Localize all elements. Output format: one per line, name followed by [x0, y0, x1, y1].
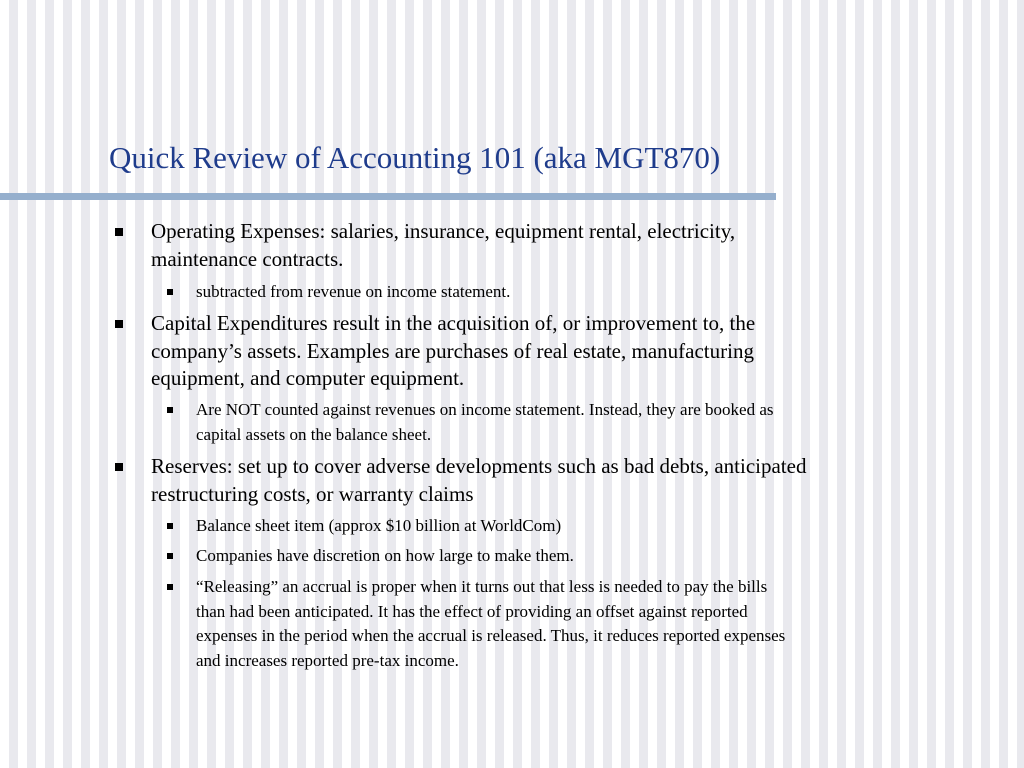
- sub-bullet-item: [196, 544, 996, 569]
- sub-bullet-text: subtracted from revenue on income statement.: [196, 282, 511, 301]
- square-bullet-icon: [167, 553, 173, 559]
- slide-title: Quick Review of Accounting 101 (aka MGT870): [109, 140, 721, 175]
- square-bullet-icon: [167, 289, 173, 295]
- bullet-text: Reserves: set up to cover adverse developments such as bad debts, anticipated restructuring costs, or warranty claims: [151, 454, 807, 506]
- bullet-item: [151, 310, 1001, 393]
- sub-bullet-text: “Releasing” an accrual is proper when it turns out that less is needed to pay the bills than had been anticipated. It has the effect of providing an offset against reported expenses in the period when the accrual is released. Thus, it reduces reported expenses and increases reported pre-tax income.: [196, 577, 786, 670]
- square-bullet-icon: [115, 320, 123, 328]
- square-bullet-icon: [115, 463, 123, 471]
- sub-bullet-item: [196, 280, 996, 305]
- sub-bullet-item: [196, 398, 996, 447]
- square-bullet-icon: [115, 228, 123, 236]
- sub-bullet-text: Balance sheet item (approx $10 billion at WorldCom): [196, 516, 562, 535]
- square-bullet-icon: [167, 584, 173, 590]
- sub-bullet-item: [196, 514, 996, 539]
- bullet-text: Capital Expenditures result in the acquisition of, or improvement to, the company’s assets. Examples are purchases of real estate, manufacturing equipment, and computer equipment.: [151, 311, 756, 390]
- sub-bullet-text: Are NOT counted against revenues on income statement. Instead, they are booked as capital assets on the balance sheet.: [196, 400, 774, 444]
- sub-bullet-text: Companies have discretion on how large to make them.: [196, 546, 574, 565]
- square-bullet-icon: [167, 523, 173, 529]
- bullet-text: Operating Expenses: salaries, insurance, equipment rental, electricity, maintenance contracts.: [151, 219, 736, 271]
- bullet-item: [151, 218, 1001, 273]
- square-bullet-icon: [167, 407, 173, 413]
- sub-bullet-item: [196, 575, 996, 673]
- bullet-item: [151, 453, 1001, 508]
